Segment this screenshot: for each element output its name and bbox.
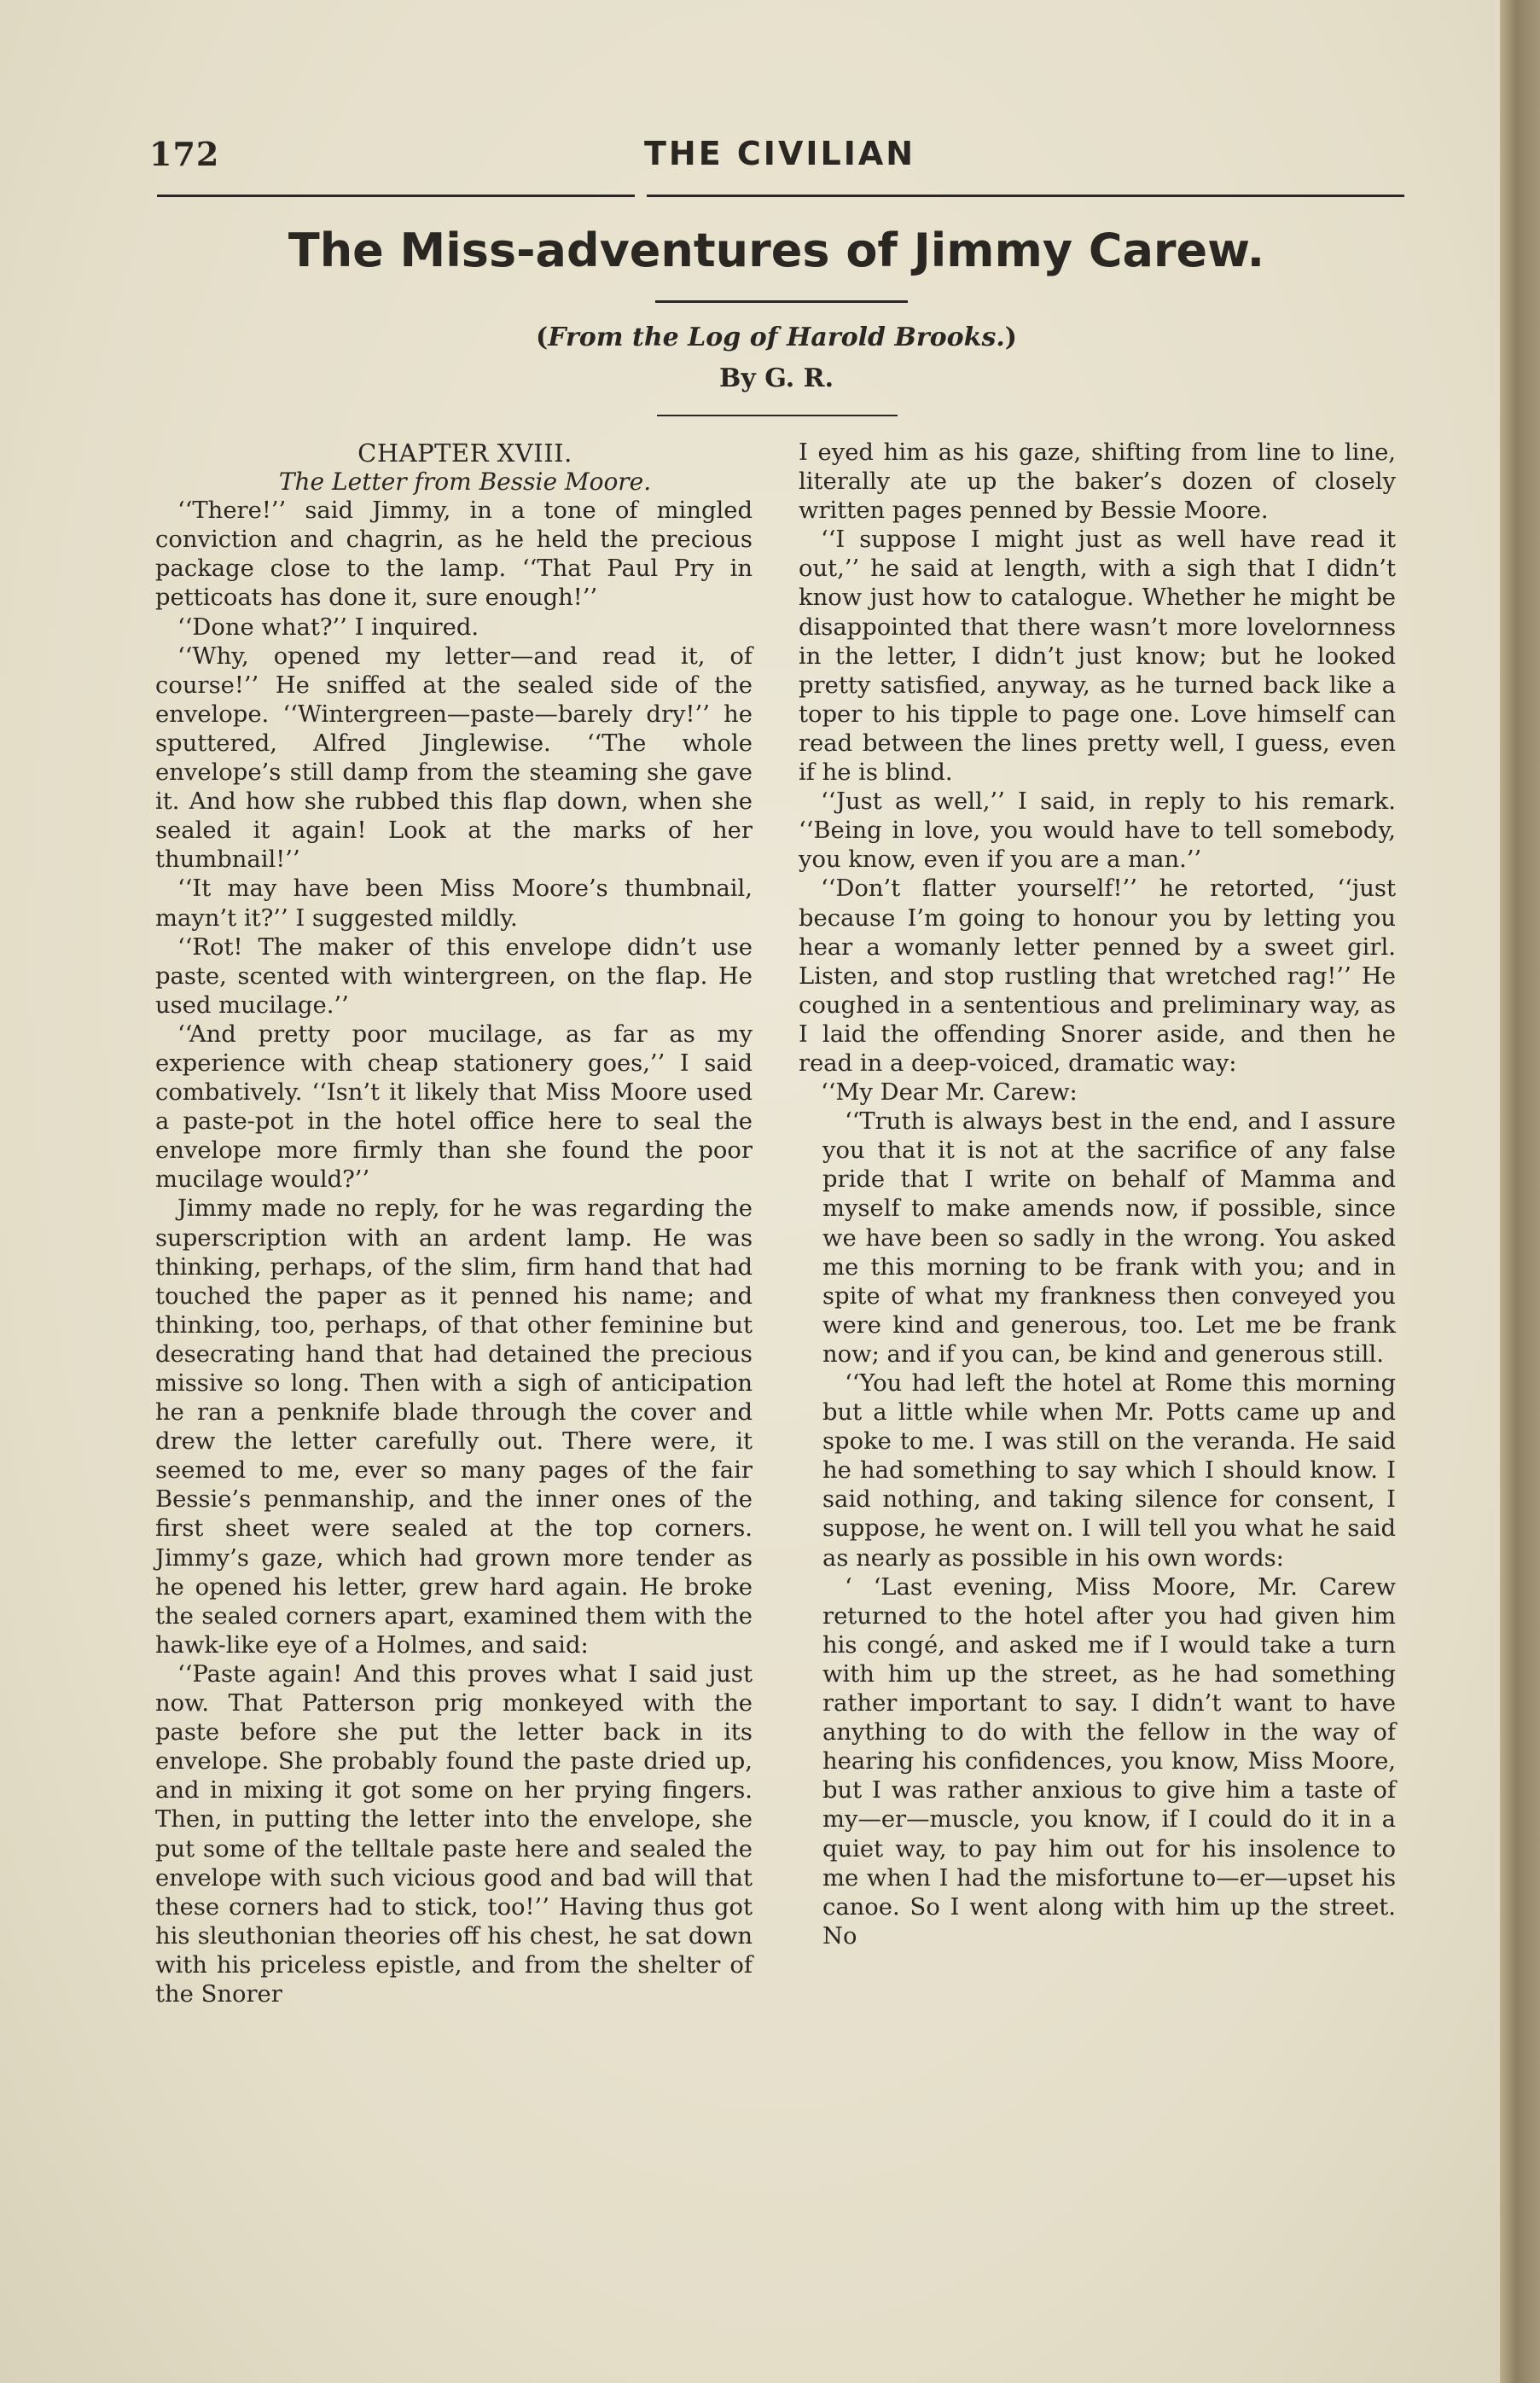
paragraph: ‘‘And pretty poor mucilage, as far as my experience with cheap stationery goes,’’ I said combatively. ‘‘Isn’t it likely that Miss Moore used a paste-pot in the hotel office here to seal the envelope more firmly than she found the poor mucilage would?’’: [155, 1020, 753, 1194]
right-column: [799, 439, 1396, 1951]
letter-paragraph: ‘ ‘Last evening, Miss Moore, Mr. Carew returned to the hotel after you had given him his congé, and asked me if I would take a turn with him up the street, as he had something rather important to say. I didn’t want to have anything to do with the fellow in the way of hearing his confidences, you know, Miss Moore, but I was rather anxious to give him a taste of my—er—muscle, you know, if I could do it in a quiet way, to pay him out for his insolence to me when I had the misfortune to—er—upset his canoe. So I went along with him up the street. No: [822, 1573, 1396, 1950]
paragraph: ‘‘Don’t flatter yourself!’’ he retorted, ‘‘just because I’m going to honour you by letting you hear a womanly letter penned by a sweet girl. Listen, and stop rustling that wretched rag!’’ He coughed in a sententious and preliminary way, as I laid the offending Snorer aside, and then he read in a deep-voiced, dramatic way:: [799, 875, 1396, 1077]
letter-paragraph: ‘‘Truth is always best in the end, and I assure you that it is not at the sacrifice of any false pride that I write on behalf of Mamma and myself to make amends now, if possible, since we have been so sadly in the wrong. You asked me this morning to be frank with you; and in spite of what my frankness then conveyed you were kind and generous, too. Let me be frank now; and if you can, be kind and generous still.: [822, 1108, 1396, 1368]
paragraph: ‘‘I suppose I might just as well have read it out,’’ he said at length, with a sigh that I didn’t know just how to catalogue. Whether he might be disappointed that there wasn’t more lovelornness in the letter, I didn’t just know; but he looked pretty satisfied, anyway, as he turned back like a toper to his tipple to page one. Love himself can read between the lines pretty well, I guess, even if he is blind.: [799, 526, 1396, 787]
paragraph: ‘‘Why, opened my letter—and read it, of course!’’ He sniffed at the sealed side of the envelope. ‘‘Wintergreen—paste—barely dry!’’ he sputtered, Alfred Jinglewise. ‘‘The whole envelope’s still damp from the steaming she gave it. And how she rubbed this flap down, when she sealed it again! Look at the marks of her thumbnail!’’: [155, 642, 753, 874]
article-source: [154, 323, 1399, 352]
paragraph: ‘‘Just as well,’’ I said, in reply to his remark. ‘‘Being in love, you would have to tell somebody, you know, even if you are a man.’’: [799, 788, 1396, 874]
page-edge: [1500, 0, 1540, 2383]
paragraph: ‘‘There!’’ said Jimmy, in a tone of mingled conviction and chagrin, as he held the precious package close to the lamp. ‘‘That Paul Pry in petticoats has done it, sure enough!’’: [155, 497, 753, 612]
paragraph: ‘‘Done what?’’ I inquired.: [177, 613, 479, 641]
source-open-paren: (: [536, 323, 549, 352]
paragraph: Jimmy made no reply, for he was regarding the superscription with an ardent lamp. He was thinking, perhaps, of the slim, firm hand that had touched the paper as it penned his name; and thinking, too, perhaps, of that other feminine but desecrating hand that had detained the precious missive so long. Then with a sigh of anticipation he ran a penknife blade through the cover and drew the letter carefully out. There were, it seemed to me, ever so many pages of the fair Bessie’s penmanship, and the inner ones of the first sheet were sealed at the top corners. Jimmy’s gaze, which had grown more tender as he opened his letter, grew hard again. He broke the sealed corners apart, examined them with the hawk-like eye of a Holmes, and said:: [155, 1195, 753, 1659]
header-rule-left: [157, 195, 635, 197]
header-rule-right: [647, 195, 1404, 197]
source-text: From the Log of Harold Brooks.: [548, 323, 1005, 352]
page-header: [149, 135, 1403, 179]
running-title: THE CIVILIAN: [644, 135, 916, 172]
letter-paragraph: ‘‘You had left the hotel at Rome this morning but a little while when Mr. Potts came up and spoke to me. I was still on the veranda. He said he had something to say which I should know. I said nothing, and taking silence for consent, I suppose, he went on. I will tell you what he said as nearly as possible in his own words:: [822, 1370, 1396, 1572]
paragraph: I eyed him as his gaze, shifting from line to line, literally ate up the baker’s dozen of closely written pages penned by Bessie Moore.: [799, 439, 1396, 525]
paragraph: ‘‘Paste again! And this proves what I said just now. That Patterson prig monkeyed with the paste before she put the letter back in its envelope. She probably found the paste dried up, and in mixing it got some on her prying fingers. Then, in putting the letter into the envelope, she put some of the telltale paste here and sealed the envelope with such vicious good and bad will that these corners had to stick, too!’’ Having thus got his sleuthonian theories off his chest, he sat down with his priceless epistle, and from the shelter of the Snorer: [155, 1660, 753, 2008]
page-number: 172: [149, 135, 220, 173]
left-column: [155, 439, 753, 2009]
article-title: The Miss-adventures of Jimmy Carew.: [288, 224, 1265, 277]
chapter-subtitle: The Letter from Bessie Moore.: [278, 468, 652, 497]
source-close-paren: ): [1004, 323, 1017, 352]
byline-rule: [657, 415, 898, 416]
paragraph: ‘‘My Dear Mr. Carew:: [821, 1079, 1078, 1107]
chapter-heading: CHAPTER XVIII.: [357, 439, 572, 468]
title-rule: [655, 300, 908, 303]
paragraph: ‘‘Rot! The maker of this envelope didn’t use paste, scented with wintergreen, on the flap. He used mucilage.’’: [155, 933, 753, 1019]
article-byline: By G. R.: [718, 363, 834, 393]
paragraph: ‘‘It may have been Miss Moore’s thumbnail, mayn’t it?’’ I suggested mildly.: [155, 875, 753, 932]
